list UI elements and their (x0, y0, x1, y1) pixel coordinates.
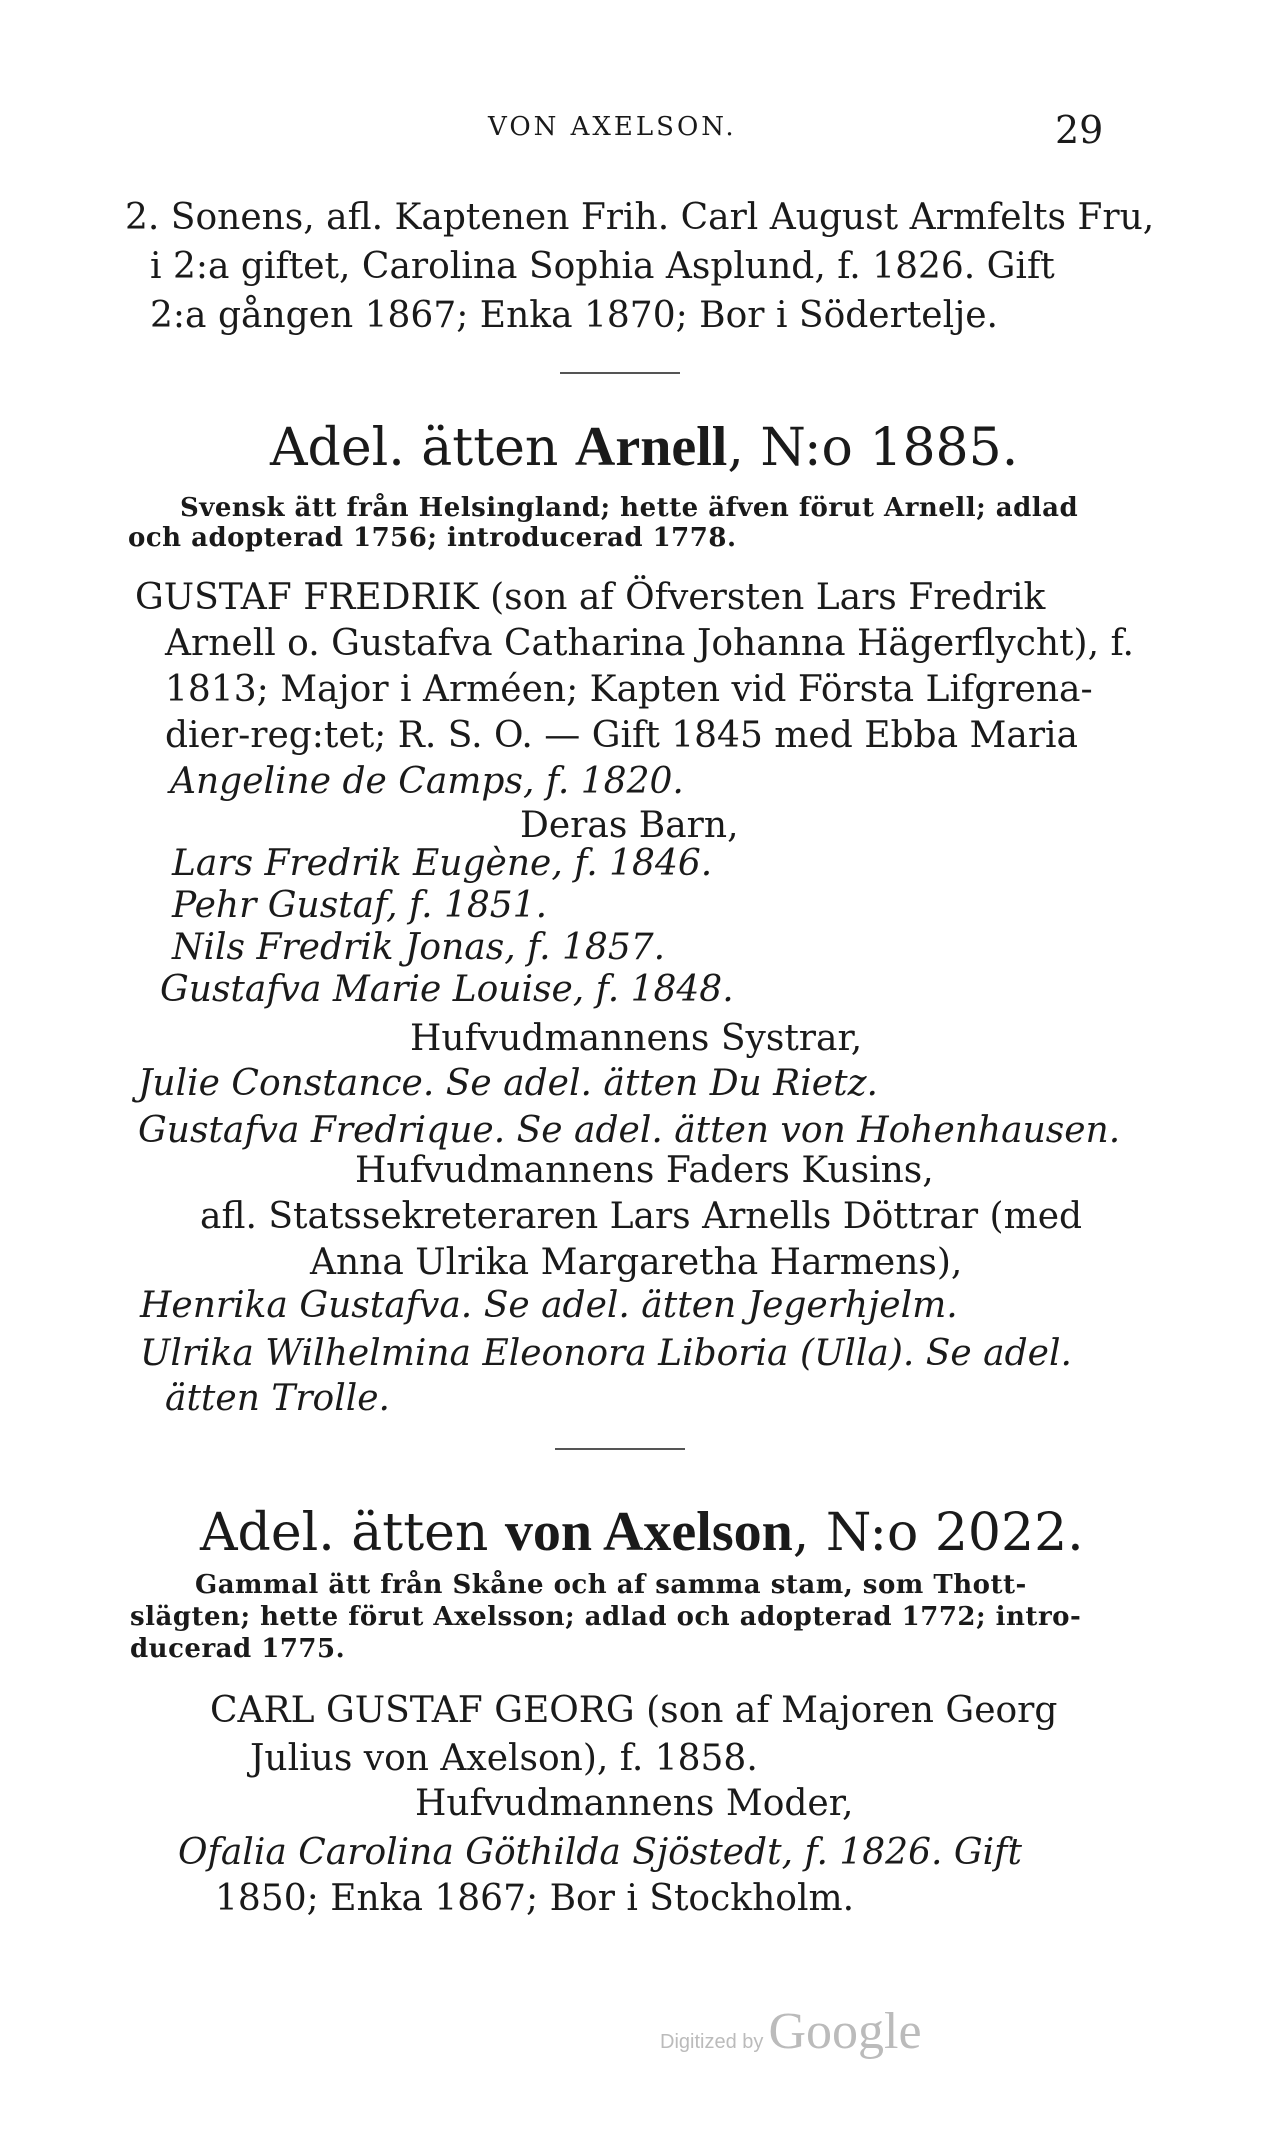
axelson-para-line-1: CARL GUSTAF GEORG (son af Majoren Georg (210, 1690, 1058, 1731)
arnell-heading-prefix: Adel. ätten (270, 418, 559, 478)
axelson-heading-prefix: Adel. ätten (200, 1503, 489, 1563)
digitized-by-google-watermark (660, 2002, 922, 2061)
axelson-intro-line-3: ducerad 1775. (130, 1634, 346, 1664)
top-entry-line-1: 2. Sonens, afl. Kaptenen Frih. Carl August Armfelts Fru, (125, 197, 1155, 238)
axelson-heading-name: von Axelson (504, 1501, 793, 1563)
cousin-1: Henrika Gustafva. Se adel. ätten Jegerhjelm. (140, 1285, 958, 1326)
top-entry-line-3: 2:a gången 1867; Enka 1870; Bor i Södertelje. (150, 295, 999, 336)
arnell-para-line-1: GUSTAF FREDRIK (son af Öfversten Lars Fredrik (135, 577, 1046, 618)
axelson-heading-number: , N:o 2022. (792, 1503, 1084, 1563)
moder-heading: Hufvudmannens Moder, (415, 1783, 854, 1824)
arnell-heading-number: , N:o 1885. (727, 418, 1019, 478)
axelson-intro-line-1: Gammal ätt från Skåne och af samma stam, som Thott- (195, 1570, 1027, 1600)
kusins-heading: Hufvudmannens Faders Kusins, (355, 1150, 934, 1191)
sister-1: Julie Constance. Se adel. ätten Du Rietz. (138, 1063, 878, 1104)
barn-heading: Deras Barn, (520, 805, 739, 846)
cousin-2: Ulrika Wilhelmina Eleonora Liboria (Ulla). Se adel. (140, 1333, 1072, 1374)
axelson-heading (200, 1500, 1084, 1564)
section-divider (560, 372, 680, 374)
cousin-3: ätten Trolle. (165, 1378, 390, 1419)
systrar-heading: Hufvudmannens Systrar, (410, 1018, 863, 1059)
moder-line-2: 1850; Enka 1867; Bor i Stockholm. (215, 1878, 855, 1919)
child-4: Gustafva Marie Louise, f. 1848. (160, 969, 734, 1010)
page-number: 29 (1055, 108, 1104, 152)
sister-2: Gustafva Fredrique. Se adel. ätten von Hohenhausen. (138, 1110, 1121, 1151)
arnell-intro-line-1: Svensk ätt från Helsingland; hette äfven förut Arnell; adlad (180, 493, 1079, 523)
arnell-heading (270, 415, 1018, 479)
child-1: Lars Fredrik Eugène, f. 1846. (172, 843, 713, 884)
arnell-para-line-2: Arnell o. Gustafva Catharina Johanna Hägerflycht), f. (165, 623, 1134, 664)
arnell-heading-name: Arnell (574, 416, 728, 478)
child-2: Pehr Gustaf, f. 1851. (172, 885, 548, 926)
kusins-line-2: Anna Ulrika Margaretha Harmens), (310, 1242, 963, 1283)
kusins-line-1: afl. Statssekreteraren Lars Arnells Döttrar (med (200, 1196, 1083, 1237)
arnell-para-line-4: dier-reg:tet; R. S. O. — Gift 1845 med Ebba Maria (165, 715, 1079, 756)
arnell-para-line-3: 1813; Major i Arméen; Kapten vid Första Lifgrena- (165, 669, 1093, 710)
running-title: VON AXELSON. (488, 112, 737, 142)
section-divider-2 (555, 1448, 685, 1450)
arnell-intro-line-2: och adopterad 1756; introducerad 1778. (128, 523, 737, 553)
watermark-small-text: Digitized by (660, 2031, 764, 2053)
axelson-intro-line-2: slägten; hette förut Axelsson; adlad och adopterad 1772; intro- (130, 1602, 1082, 1632)
child-3: Nils Fredrik Jonas, f. 1857. (172, 927, 666, 968)
axelson-para-line-2: Julius von Axelson), f. 1858. (250, 1738, 758, 1779)
moder-line-1: Ofalia Carolina Göthilda Sjöstedt, f. 1826. Gift (178, 1832, 1022, 1873)
google-logo: Google (768, 2003, 922, 2060)
top-entry-line-2: i 2:a giftet, Carolina Sophia Asplund, f. 1826. Gift (150, 246, 1055, 287)
arnell-para-line-5: Angeline de Camps, f. 1820. (170, 761, 684, 802)
